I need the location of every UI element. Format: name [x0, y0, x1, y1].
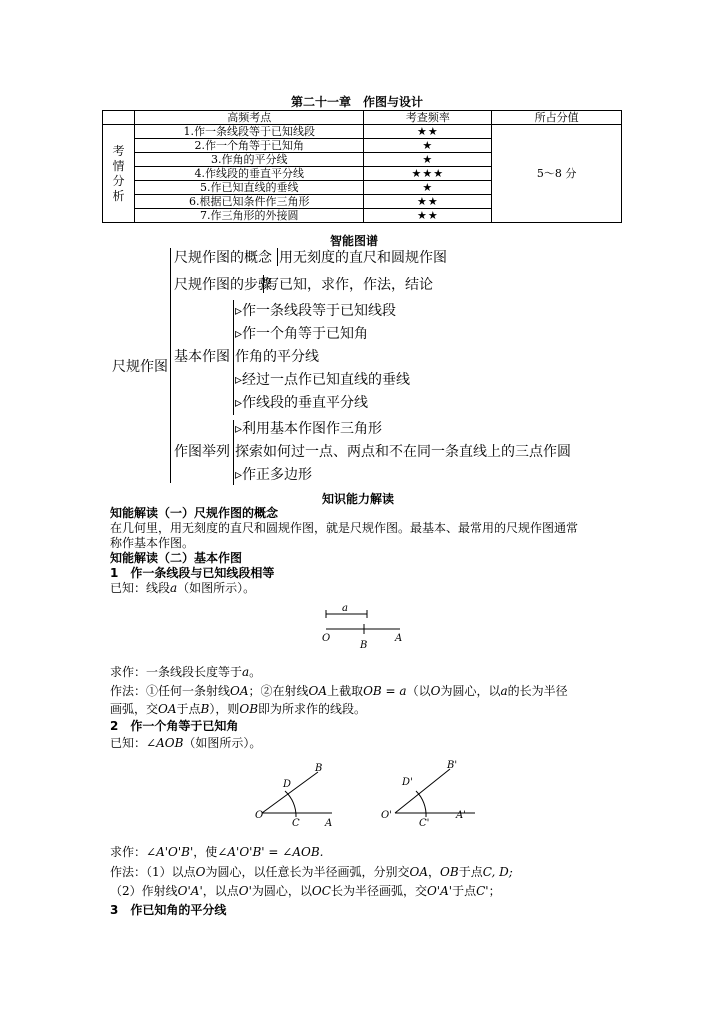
- k1-line1: 在几何里，用无刻度的直尺和圆规作图，就是尺规作图。最基本、最常用的尺规作图通常: [110, 521, 579, 535]
- math-a1o1b1: ∠A'O'B': [146, 845, 194, 859]
- right-label-b: B': [447, 760, 458, 771]
- method1-text: 作法：①任何一条射线: [110, 684, 231, 698]
- method1-text: 于点: [176, 702, 201, 716]
- math-a: a: [242, 665, 250, 679]
- table-header-row: [103, 111, 622, 125]
- topic-cell: 5.作已知直线的垂线: [134, 181, 364, 195]
- root-brace: [170, 248, 171, 483]
- figure-angles: [250, 755, 480, 830]
- ask2-text: 求作：: [110, 845, 147, 859]
- given1: [110, 581, 255, 596]
- concept-desc: 用无刻度的直尺和圆规作图: [279, 250, 447, 266]
- right-ray-ob: [395, 769, 450, 813]
- right-label-o: O': [381, 810, 392, 821]
- example-item: [235, 443, 571, 461]
- score-cell: 5～8 分: [492, 125, 622, 223]
- freq-cell: ★: [364, 153, 492, 167]
- method1-text: 为圆心，以: [440, 684, 501, 698]
- given2-text: （如图所示）。: [183, 736, 262, 750]
- method1-text: ），则: [209, 702, 240, 716]
- math-oa: OA: [230, 684, 249, 698]
- method1-text: ；②在射线: [248, 684, 309, 698]
- math-a: a: [170, 581, 178, 595]
- concept-brace: [277, 248, 278, 266]
- sub3-heading: 3 作已知角的平分线: [110, 903, 227, 917]
- basic-item: ▹经过一点作已知直线的垂线: [235, 372, 411, 388]
- exam-analysis-table: [102, 110, 622, 223]
- example-item-text: 作正多边形: [242, 467, 313, 483]
- given1-text: （如图所示）。: [177, 581, 256, 595]
- topic-cell: 4.作线段的垂直平分线: [134, 167, 364, 181]
- k1-line2: 称作基本作图。: [110, 536, 195, 550]
- ask1-text: 。: [249, 665, 262, 679]
- method2-text: 为圆心，以任意长为半径画弧，分别交: [205, 865, 410, 879]
- math-aob: ∠AOB: [146, 736, 184, 750]
- sub2-heading: 2 作一个角等于已知角: [110, 719, 239, 733]
- topic-cell: 6.根据已知条件作三角形: [134, 195, 364, 209]
- method2-text: 于点: [452, 884, 477, 898]
- math-angle-eq: ∠A'O'B' = ∠AOB.: [217, 845, 324, 859]
- example-item-text: 利用基本作图作三角形: [242, 421, 383, 437]
- figure-segment: [318, 600, 408, 655]
- k2-heading: 知能解读（二）基本作图: [110, 551, 243, 565]
- math-oa: OA: [409, 865, 429, 879]
- method2-text: ，以点: [202, 884, 239, 898]
- ask1: [110, 665, 261, 680]
- topic-cell: 2.作一个角等于已知角: [134, 139, 364, 153]
- math-oa: OA: [308, 684, 328, 698]
- math-o: O: [430, 684, 441, 698]
- method2-line2: [110, 884, 501, 899]
- math-oa: OA: [158, 702, 177, 716]
- ask1-text: 求作：一条线段长度等于: [110, 665, 243, 679]
- math-b: B: [200, 702, 210, 716]
- math-a: a: [500, 684, 508, 698]
- side-label-char: 析: [112, 188, 125, 203]
- label-b: B: [360, 640, 368, 651]
- header-frequency: 考查频率: [364, 111, 492, 125]
- freq-cell: ★★: [364, 125, 492, 139]
- basic-item-text: 作角的平分线: [235, 349, 319, 365]
- ask2: [110, 845, 323, 860]
- given2: [110, 736, 261, 751]
- side-label-char: 分: [112, 173, 125, 188]
- mindmap-root: 尺规作图: [112, 359, 168, 375]
- math-ob: OB: [239, 702, 259, 716]
- method2-text: ，: [428, 865, 441, 879]
- basic-item: [235, 348, 319, 366]
- left-label-a: A: [325, 818, 333, 829]
- steps-desc: 写已知，求作，作法，结论: [265, 277, 433, 293]
- basic-item: ▹作一条线段等于已知线段: [235, 303, 397, 319]
- math-ob: OB: [440, 865, 459, 879]
- method2-text: 于点: [458, 865, 483, 879]
- method1-text: （以: [406, 684, 431, 698]
- left-label-c: C: [292, 818, 300, 829]
- method1-text: 画弧，交: [110, 702, 159, 716]
- label-o: O: [322, 633, 331, 644]
- left-label-o: O: [255, 810, 264, 821]
- right-label-c: C': [419, 818, 430, 829]
- header-topic: 高频考点: [134, 111, 364, 125]
- freq-cell: ★★: [364, 209, 492, 223]
- table-row: [103, 125, 622, 139]
- chapter-title: 第二十一章 作图与设计: [291, 95, 424, 109]
- section-title: 知识能力解读: [322, 492, 395, 506]
- topic-cell: 3.作角的平分线: [134, 153, 364, 167]
- method2-text: 为圆心，以: [251, 884, 312, 898]
- basic-item-text: 作一个角等于已知角: [242, 326, 369, 342]
- method1-line1: [110, 684, 568, 699]
- freq-cell: ★★★: [364, 167, 492, 181]
- header-score: 所占分值: [492, 111, 622, 125]
- basic-item: ▹作线段的垂直平分线: [235, 395, 369, 411]
- method2-text: （2）作射线: [110, 884, 178, 898]
- math-o1: O': [238, 884, 252, 898]
- math-c1: C': [476, 884, 489, 898]
- example-item-text: 探索如何过一点、两点和不在同一条直线上的三点作圆: [235, 444, 571, 460]
- math-oc: OC: [311, 884, 331, 898]
- method1-text: 的长为半径: [507, 684, 568, 698]
- steps-label: 尺规作图的步骤: [174, 277, 272, 293]
- label-a-point: A: [395, 633, 403, 644]
- example-label: 作图举列: [174, 444, 230, 460]
- basic-item-text: 经过一点作已知直线的垂线: [242, 372, 411, 388]
- math-o: O: [195, 865, 206, 879]
- side-label-char: 考: [112, 143, 125, 158]
- right-label-d: D': [402, 777, 413, 788]
- basic-label: 基本作图: [174, 349, 230, 365]
- sub1-heading: 1 作一条线段与已知线段相等: [110, 566, 275, 580]
- k1-heading: 知能解读（一）尺规作图的概念: [110, 506, 279, 520]
- label-a-seg: a: [342, 603, 348, 614]
- method2-text: 作法：（1）以点: [110, 865, 196, 879]
- freq-cell: ★: [364, 139, 492, 153]
- right-label-a: A': [456, 810, 466, 821]
- side-label-char: 情: [112, 158, 125, 173]
- basic-brace: [233, 300, 234, 415]
- ask2-text: ，使: [193, 845, 218, 859]
- given2-text: 已知：: [110, 736, 147, 750]
- math-ob-eq-a: OB = a: [363, 684, 407, 698]
- example-item: ▹利用基本作图作三角形: [235, 421, 383, 437]
- method2-text: 长为半径画弧，交: [330, 884, 427, 898]
- freq-cell: ★★: [364, 195, 492, 209]
- mindmap-title: 智能图谱: [330, 234, 379, 248]
- method2-line1: [110, 865, 513, 880]
- basic-item: ▹作一个角等于已知角: [235, 326, 369, 342]
- given1-text: 已知：线段: [110, 581, 171, 595]
- example-item: ▹作正多边形: [235, 467, 313, 483]
- method1-text: 上截取: [327, 684, 364, 698]
- method2-text: ；: [488, 884, 501, 898]
- example-brace: [233, 420, 234, 485]
- table-corner: [103, 111, 135, 125]
- concept-label: 尺规作图的概念: [174, 250, 272, 266]
- basic-item-text: 作线段的垂直平分线: [242, 395, 369, 411]
- method1-line2: [110, 702, 366, 717]
- basic-item-text: 作一条线段等于已知线段: [242, 303, 397, 319]
- topic-cell: 7.作三角形的外接圆: [134, 209, 364, 223]
- math-o1a1: O'A': [426, 884, 453, 898]
- topic-cell: 1.作一条线段等于已知线段: [134, 125, 364, 139]
- left-label-b: B: [315, 763, 323, 774]
- side-label: [103, 125, 135, 223]
- math-cd: C, D;: [482, 865, 513, 879]
- freq-cell: ★: [364, 181, 492, 195]
- math-o1a1: O'A': [177, 884, 203, 898]
- method1-text: 即为所求作的线段。: [258, 702, 367, 716]
- steps-brace: [263, 275, 264, 293]
- left-label-d: D: [283, 779, 292, 790]
